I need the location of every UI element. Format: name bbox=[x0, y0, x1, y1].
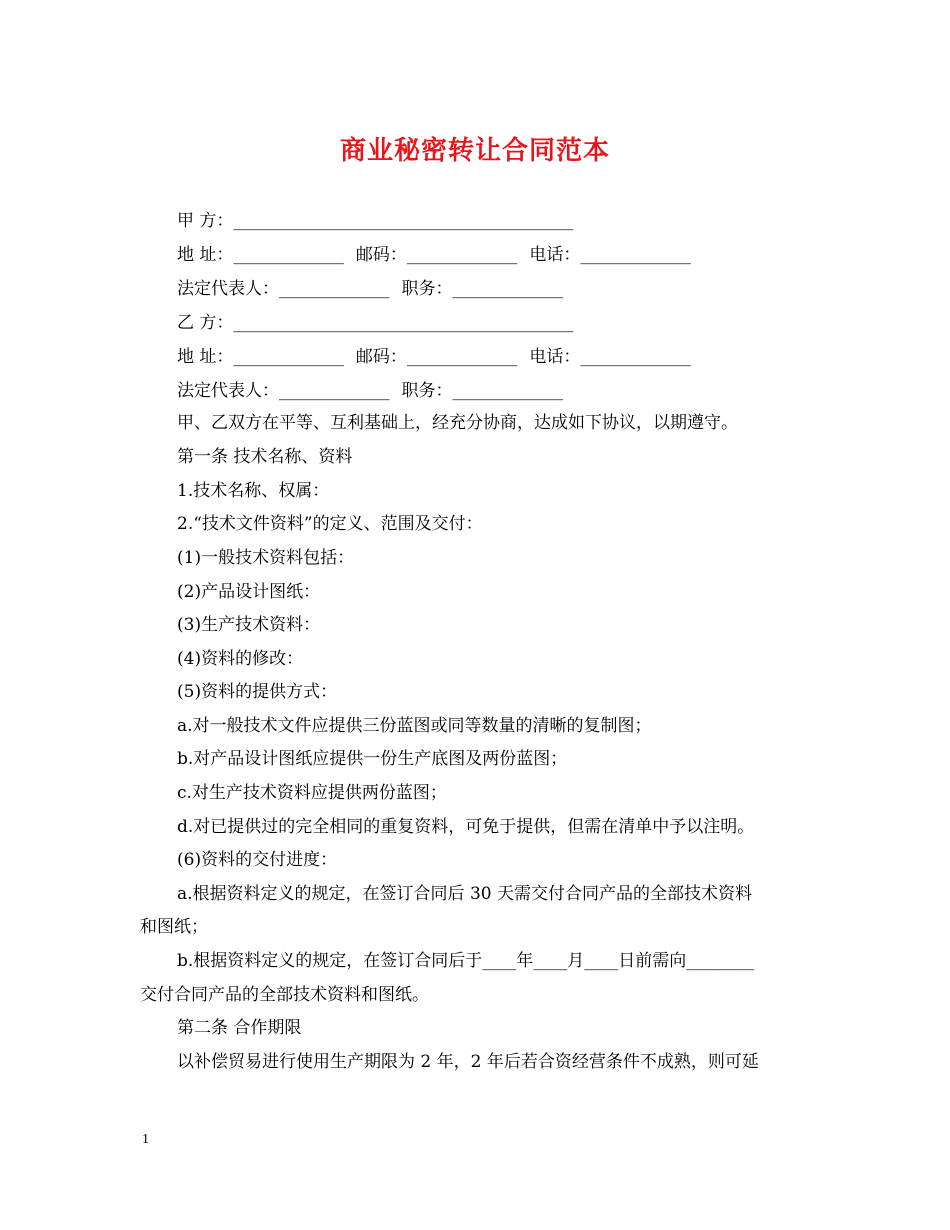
page-number: 1 bbox=[142, 1132, 149, 1147]
party-b-phone-blank: _____________ bbox=[580, 347, 691, 367]
party-b-name-label: 乙 方： bbox=[177, 313, 234, 333]
party-a-name-row bbox=[177, 210, 573, 232]
sub-item-5d: d.对已提供过的完全相同的重复资料，可免于提供，但需在清单中予以注明。 bbox=[177, 817, 755, 837]
party-b-postcode-label: 邮码： bbox=[355, 347, 407, 367]
party-b-rep-label: 法定代表人： bbox=[177, 381, 279, 401]
party-b-rep-row bbox=[177, 380, 563, 402]
party-b-contact-row bbox=[177, 346, 691, 368]
party-a-rep-label: 法定代表人： bbox=[177, 279, 279, 299]
party-a-phone-label: 电话： bbox=[529, 245, 581, 265]
party-a-name-label: 甲 方： bbox=[177, 211, 234, 231]
sub-item-6b-line-2: 交付合同产品的全部技术资料和图纸。 bbox=[140, 985, 429, 1005]
sub-item-5: (5)资料的提供方式： bbox=[177, 682, 338, 702]
party-a-phone-blank: _____________ bbox=[580, 245, 691, 265]
sub-item-6a-line-2: 和图纸； bbox=[140, 917, 208, 937]
party-a-rep-row bbox=[177, 278, 563, 300]
party-b-phone-label: 电话： bbox=[529, 347, 581, 367]
sub-item-6a-line-1: a.根据资料定义的规定，在签订合同后 30 天需交付合同产品的全部技术资料 bbox=[177, 884, 752, 904]
party-a-position-label: 职务： bbox=[401, 279, 453, 299]
party-a-rep-blank: _____________ bbox=[279, 279, 390, 299]
article-2-line-1: 以补偿贸易进行使用生产期限为 2 年，2 年后若合资经营条件不成熟，则可延 bbox=[177, 1052, 759, 1072]
sub-item-5a: a.对一般技术文件应提供三份蓝图或同等数量的清晰的复制图； bbox=[177, 716, 652, 736]
party-b-position-label: 职务： bbox=[401, 381, 453, 401]
sub-item-4: (4)资料的修改： bbox=[177, 649, 304, 669]
sub-item-5c: c.对生产技术资料应提供两份蓝图； bbox=[177, 783, 447, 803]
party-b-address-blank: _____________ bbox=[233, 347, 344, 367]
sub-item-3: (3)生产技术资料： bbox=[177, 615, 321, 635]
party-a-address-label: 地 址： bbox=[177, 245, 234, 265]
sub-item-2: (2)产品设计图纸： bbox=[177, 582, 321, 602]
party-b-address-label: 地 址： bbox=[177, 347, 234, 367]
party-b-position-blank: _____________ bbox=[452, 381, 563, 401]
sub-item-6b-line-1: b.根据资料定义的规定，在签订合同后于____年____月____日前需向________ bbox=[177, 951, 755, 971]
sub-item-1: (1)一般技术资料包括： bbox=[177, 548, 355, 568]
document-title: 商业秘密转让合同范本 bbox=[339, 136, 610, 166]
party-a-position-blank: _____________ bbox=[452, 279, 563, 299]
article-1-title: 第一条 技术名称、资料 bbox=[177, 447, 353, 467]
party-b-name-row bbox=[177, 312, 573, 334]
item-2: 2.“技术文件资料”的定义、范围及交付： bbox=[177, 514, 483, 534]
party-b-name-blank: ________________________________________ bbox=[233, 313, 574, 333]
sub-item-5b: b.对产品设计图纸应提供一份生产底图及两份蓝图； bbox=[177, 749, 568, 769]
party-a-postcode-label: 邮码： bbox=[355, 245, 407, 265]
sub-item-6: (6)资料的交付进度： bbox=[177, 850, 338, 870]
party-a-postcode-blank: _____________ bbox=[406, 245, 518, 265]
item-1: 1.技术名称、权属： bbox=[177, 481, 330, 501]
party-b-postcode-blank: _____________ bbox=[406, 347, 518, 367]
party-a-address-blank: _____________ bbox=[233, 245, 344, 265]
party-a-name-blank: ________________________________________ bbox=[233, 211, 574, 231]
article-2-title: 第二条 合作期限 bbox=[177, 1018, 302, 1038]
intro-paragraph: 甲、乙双方在平等、互利基础上，经充分协商，达成如下协议，以期遵守。 bbox=[177, 413, 738, 433]
party-a-contact-row bbox=[177, 244, 691, 266]
party-b-rep-blank: _____________ bbox=[279, 381, 390, 401]
